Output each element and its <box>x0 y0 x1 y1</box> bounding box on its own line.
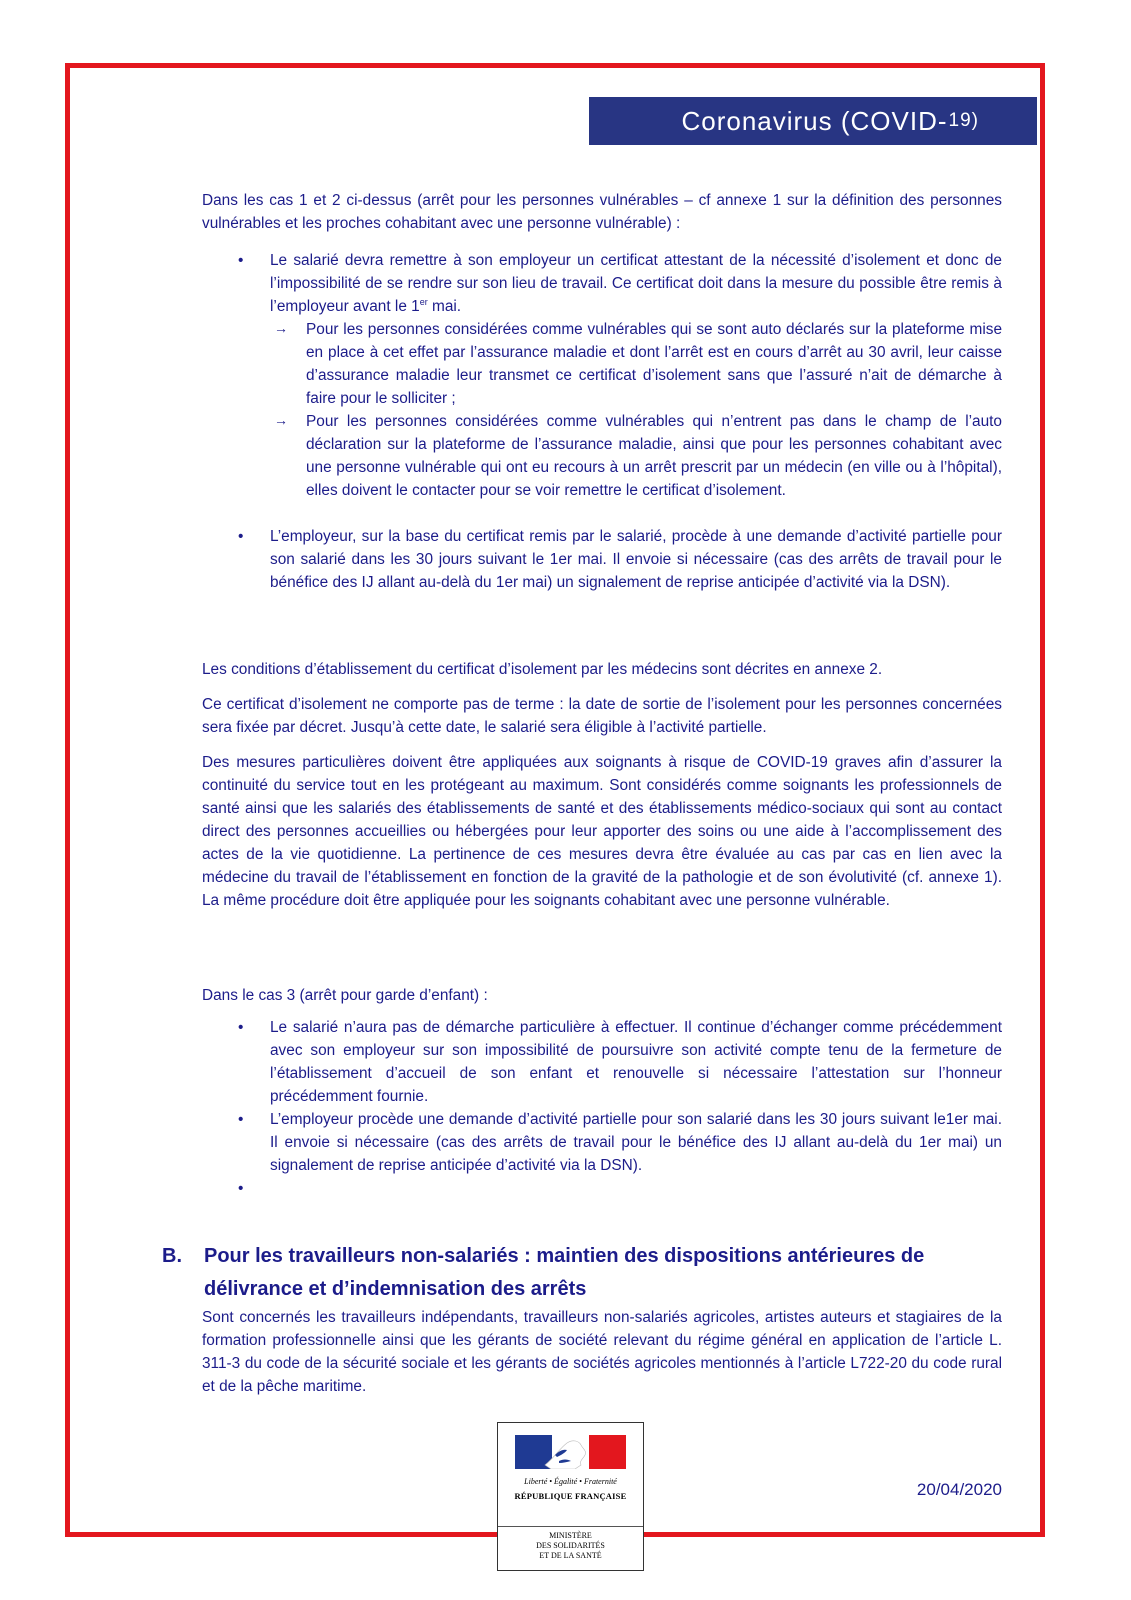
list-item <box>238 525 1002 594</box>
list-item <box>238 1177 1002 1200</box>
list-item-text: Le salarié devra remettre à son employeur un certificat attestant de la nécessité d’isolement et donc de l’impossibilité de se rendre sur son lieu de travail. Ce certificat doit dans la mesure du possible être remis à l’employeur avant le 1 <box>270 252 1002 315</box>
sub-list-item-text: Pour les personnes considérées comme vulnérables qui se sont auto déclarés sur la plateforme mise en place à cet effet par l’assurance maladie et dont l’arrêt est en cours d’arrêt au 30 avril, leur caisse d’assurance maladie leur transmet ce certificat d’isolement sans que l’assuré n’ait de démarche à faire pour le solliciter ; <box>306 321 1002 407</box>
bullet-list-enfant <box>238 1016 1002 1200</box>
section-b-body <box>202 1306 1002 1398</box>
paragraph-text: Sont concernés les travailleurs indépendants, travailleurs non-salariés agricoles, artistes auteurs et stagiaires de la formation professionnelle ainsi que les gérants de société relevant du régime général en application de l’article L. 311-3 du code de la sécurité sociale et les gérants de sociétés agricoles mentionnés à l’article L722-20 du code rural et de la pêche maritime. <box>202 1309 1002 1395</box>
marianne-logo <box>498 1423 643 1527</box>
paragraph-soignants <box>202 751 1002 912</box>
ministry-logo <box>497 1422 644 1571</box>
paragraph-text: Ce certificat d’isolement ne comporte pas de terme : la date de sortie de l’isolement pour les personnes concernées sera fixée par décret. Jusqu’à cette date, le salarié sera éligible à l’activité partielle. <box>202 696 1002 736</box>
ministry-line: MINISTÈRE <box>549 1531 592 1540</box>
list-item-text: Le salarié n’aura pas de démarche particulière à effectuer. Il continue d’échanger comme précédemment avec son employeur sur son impossibilité de poursuivre son activité compte tenu de la fermeture de l’établissement d’accueil de son enfant et renouvelle si nécessaire l’attestation sur l’honneur précédemment fournie. <box>270 1019 1002 1105</box>
republic-text: RÉPUBLIQUE FRANÇAISE <box>514 1491 627 1501</box>
bullet-list-vulnerable <box>238 249 1002 594</box>
ministry-line: ET DE LA SANTÉ <box>539 1551 602 1560</box>
intro-vulnerable <box>202 189 1002 235</box>
ministry-name <box>498 1531 643 1561</box>
sub-list-item-text: Pour les personnes considérées comme vulnérables qui n’entrent pas dans le champ de l’auto déclaration sur la plateforme de l’assurance maladie, ainsi que pour les personnes cohabitant avec une personne vulnérable qui ont eu recours à un arrêt prescrit par un médecin (en ville ou à l’hôpital), elles doivent le contacter pour se voir remettre le certificat d’isolement. <box>306 413 1002 499</box>
section-letter: B. <box>162 1245 182 1267</box>
section-title: Pour les travailleurs non-salariés : maintien des dispositions antérieures de délivrance et d’indemnisation des arrêts <box>204 1245 925 1300</box>
intro-enfant <box>202 984 1002 1007</box>
bullet-icon: • <box>238 1019 244 1036</box>
list-item <box>238 249 1002 318</box>
bullet-icon: • <box>238 528 244 545</box>
ministry-line: DES SOLIDARITÉS <box>536 1541 605 1550</box>
intro-enfant-text: Dans le cas 3 (arrêt pour garde d’enfant) : <box>202 987 488 1004</box>
motto-text: Liberté • Égalité • Fraternité <box>524 1477 617 1486</box>
bullet-icon: • <box>238 252 244 269</box>
list-item <box>238 1016 1002 1108</box>
section-b-heading <box>162 1240 1022 1306</box>
paragraph-text: Des mesures particulières doivent être appliquées aux soignants à risque de COVID-19 graves afin d’assurer la continuité du service tout en les protégeant au maximum. Sont considérés comme soignants les professionnels de santé ainsi que les salariés des établissements de santé et des établissements médico-sociaux qui sont au contact direct des personnes accueillies ou hébergées pour leur apporter des soins ou une aide à l’accomplissement des actes de la vie quotidienne. La pertinence de ces mesures devra être évaluée au cas par cas en lien avec la médecine du travail de l’établissement en fonction de la gravité de la pathologie et de son évolutivité (cf. annexe 1). La même procédure doit être appliquée pour les soignants cohabitant avec une personne vulnérable. <box>202 754 1002 909</box>
header-title-suffix: 19) <box>948 110 979 131</box>
list-item-text: L’employeur procède une demande d’activité partielle pour son salarié dans les 30 jours suivant le1er mai. Il envoie si nécessaire (cas des arrêts de travail pour le bénéfice des IJ allant au-delà du 1er mai) un signalement de reprise anticipée d’activité via la DSN). <box>270 1111 1002 1174</box>
sub-list-item <box>274 410 1002 502</box>
arrow-right-icon: → <box>274 320 288 336</box>
list-item <box>238 1108 1002 1177</box>
bullet-icon: • <box>238 1111 244 1128</box>
document-date: 20/04/2020 <box>916 1480 1002 1499</box>
arrow-right-icon: → <box>274 412 288 428</box>
header-title: Coronavirus (COVID- <box>681 105 948 136</box>
paragraph-terme <box>202 693 1002 739</box>
paragraph-text: Les conditions d’établissement du certificat d’isolement par les médecins sont décrites en annexe 2. <box>202 661 883 678</box>
paragraph-conditions <box>202 658 1002 681</box>
sub-list-item <box>274 318 1002 410</box>
superscript: er <box>419 296 428 307</box>
marianne-flag-icon <box>515 1435 626 1469</box>
list-item-text: L’employeur, sur la base du certificat remis par le salarié, procède à une demande d’activité partielle pour son salarié dans les 30 jours suivant le 1er mai. Il envoie si nécessaire (cas des arrêts de travail pour le bénéfice des IJ allant au-delà du 1er mai) un signalement de reprise anticipée d’activité via la DSN). <box>270 528 1002 591</box>
list-item-text-tail: mai. <box>427 298 462 315</box>
bullet-icon: • <box>238 1180 244 1197</box>
intro-vulnerable-text: Dans les cas 1 et 2 ci-dessus (arrêt pour les personnes vulnérables – cf annexe 1 sur la définition des personnes vulnérables et les proches cohabitant avec une personne vulnérable) : <box>202 192 1002 232</box>
document-header-band <box>589 97 1037 145</box>
